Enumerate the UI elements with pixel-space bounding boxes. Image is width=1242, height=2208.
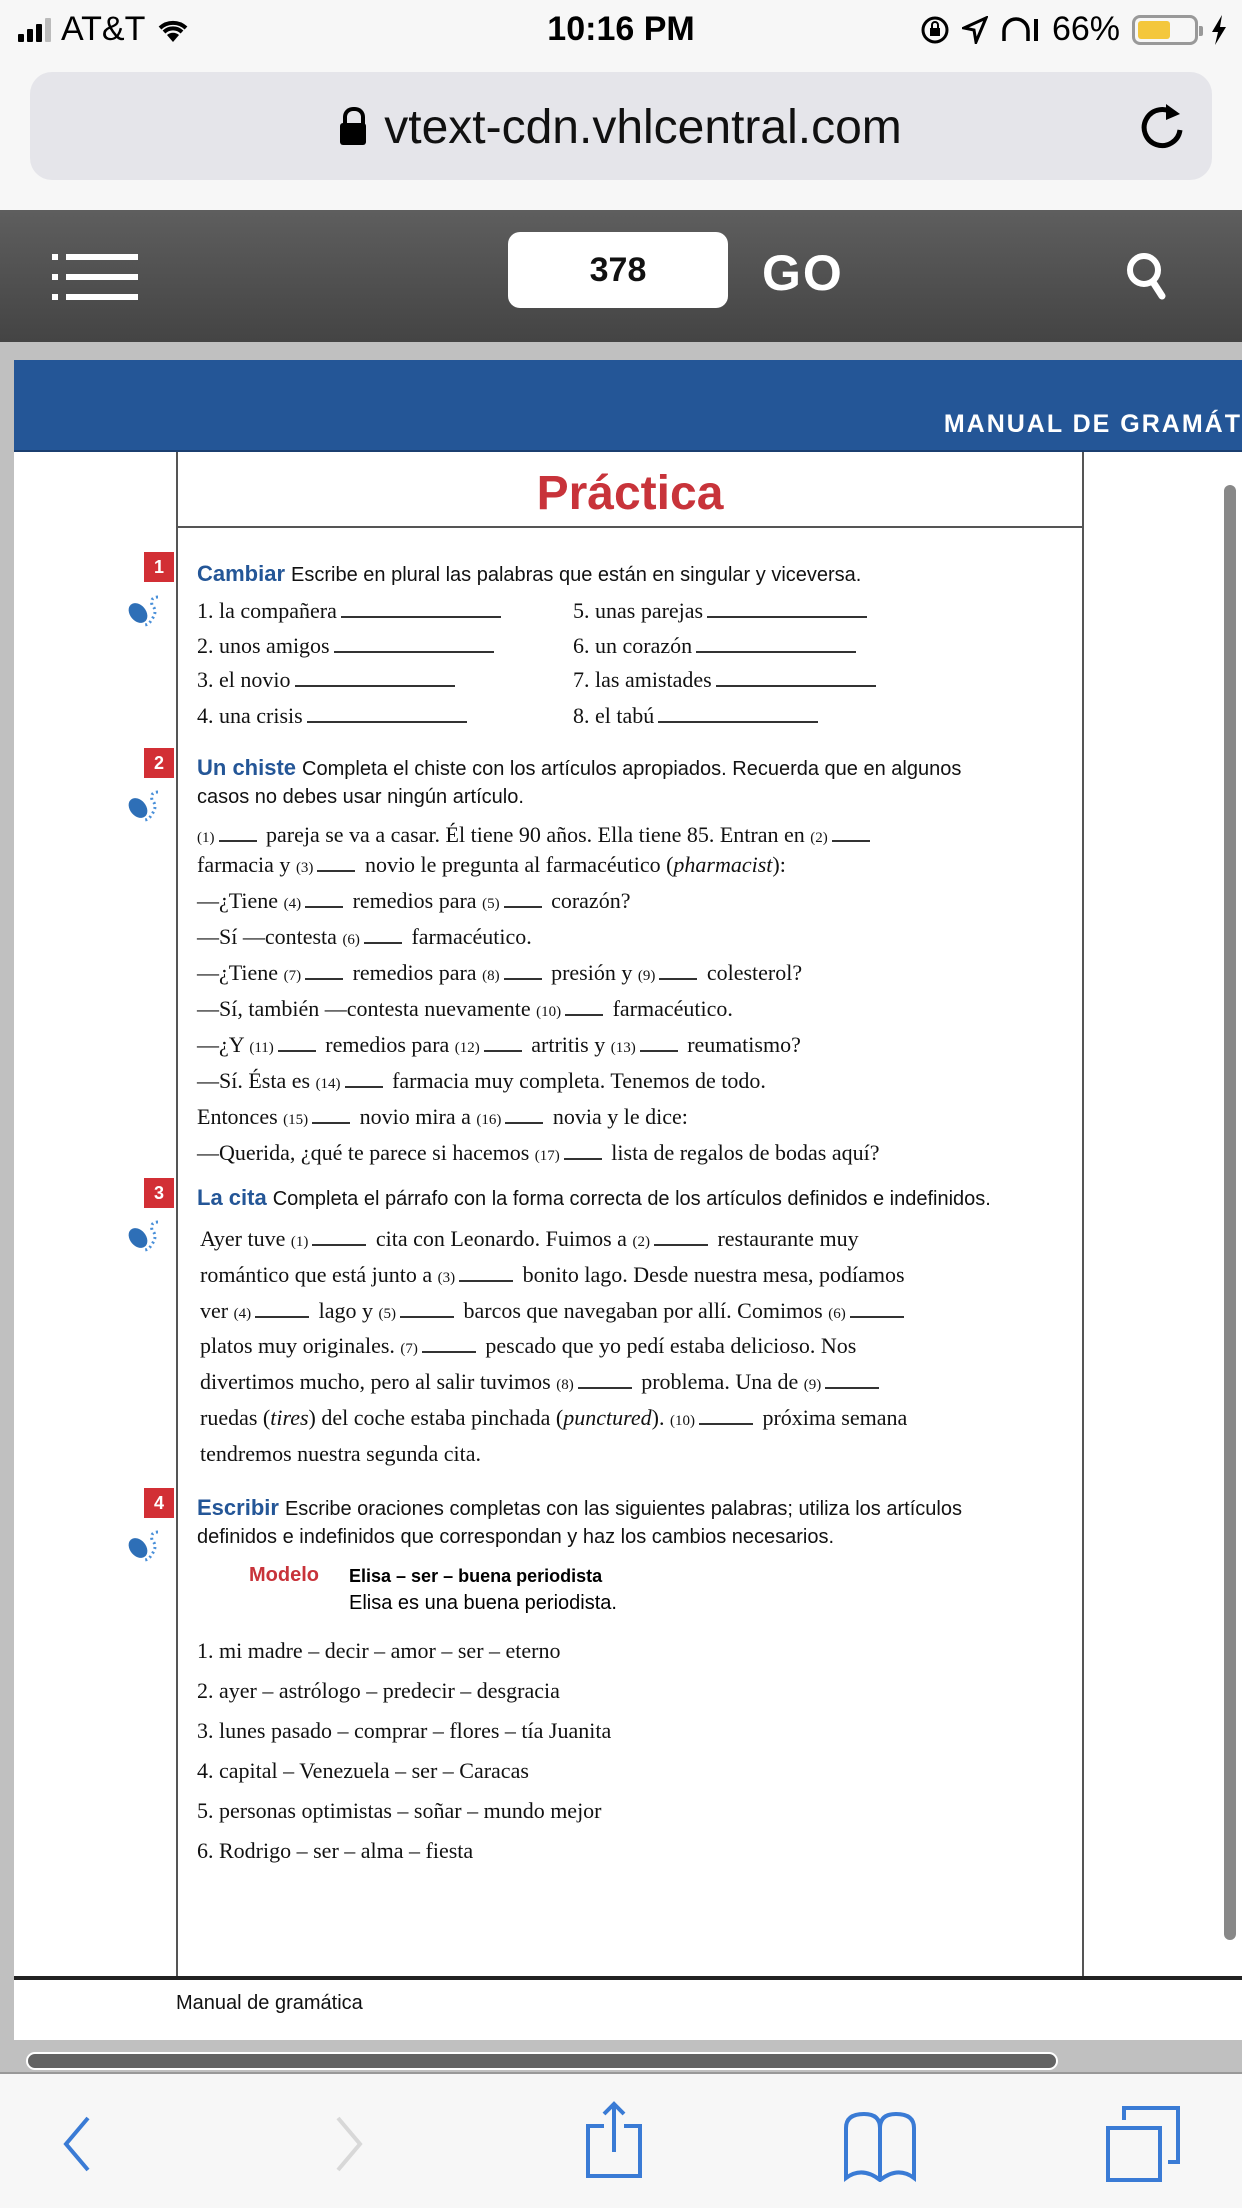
ebook-toolbar xyxy=(0,210,1242,342)
answer-blank[interactable] xyxy=(565,1014,603,1016)
text-line: ver (4) lago y (5) barcos que navegaban por allí. Comimos (6) xyxy=(200,1298,908,1324)
list-item: 8. el tabú xyxy=(573,703,818,729)
battery-percent: 66% xyxy=(1051,10,1120,48)
table-of-contents-icon[interactable] xyxy=(52,252,138,302)
answer-blank[interactable] xyxy=(341,616,501,618)
answer-blank[interactable] xyxy=(699,1423,753,1425)
modelo-answer: Elisa es una buena periodista. xyxy=(349,1592,617,1614)
list-item: 2. unos amigos xyxy=(197,633,494,659)
text-line: ruedas (tires) del coche estaba pinchada (punctured). (10) próxima semana xyxy=(200,1405,908,1430)
answer-blank[interactable] xyxy=(364,942,402,944)
answer-blank[interactable] xyxy=(578,1387,632,1389)
answer-blank[interactable] xyxy=(640,1050,678,1052)
list-item: 6. un corazón xyxy=(573,633,856,659)
answer-blank[interactable] xyxy=(312,1122,350,1124)
textbook-page xyxy=(14,360,1242,2040)
list-item: 1. mi madre – decir – amor – ser – eterno xyxy=(197,1638,561,1663)
page-number-input[interactable]: 378 xyxy=(508,232,728,308)
answer-blank[interactable] xyxy=(484,1050,522,1052)
exercise-4-heading: Escribir Escribe oraciones completas con las siguientes palabras; utiliza los artículos definidos e indefinidos que correspondan y haz los cambios necesarios. xyxy=(197,1495,962,1548)
exercise-1-heading xyxy=(197,560,1057,589)
horizontal-scrollbar[interactable] xyxy=(26,2052,1058,2070)
answer-blank[interactable] xyxy=(564,1158,602,1160)
url-text[interactable]: vtext-cdn.vhlcentral.com xyxy=(384,101,902,154)
answer-blank[interactable] xyxy=(334,651,494,653)
orientation-lock-icon xyxy=(920,15,950,45)
charging-bolt-icon xyxy=(1210,15,1228,45)
answer-blank[interactable] xyxy=(654,1244,708,1246)
answer-blank[interactable] xyxy=(278,1050,316,1052)
battery-icon xyxy=(1132,15,1198,45)
answer-blank[interactable] xyxy=(317,870,355,872)
list-item: 6. Rodrigo – ser – alma – fiesta xyxy=(197,1838,474,1863)
answer-blank[interactable] xyxy=(716,685,876,687)
page-footer: Manual de gramática xyxy=(176,1992,363,2014)
list-item: 2. ayer – astrólogo – predecir – desgracia xyxy=(197,1678,560,1703)
browser-bottom-toolbar xyxy=(0,2074,1242,2208)
answer-blank[interactable] xyxy=(307,721,467,723)
answer-blank[interactable] xyxy=(255,1316,309,1318)
text-line: divertimos mucho, pero al salir tuvimos (8) problema. Una de (9) xyxy=(200,1369,883,1395)
text-line: Entonces (15) novio mira a (16) novia y le dice: xyxy=(197,1104,688,1129)
text-line: farmacia y (3) novio le pregunta al farmacéutico (pharmacist): xyxy=(197,852,786,877)
answer-blank[interactable] xyxy=(825,1387,879,1389)
vertical-scrollbar[interactable] xyxy=(1224,485,1236,1940)
exercise-title: La cita xyxy=(197,1185,267,1210)
list-item: 1. la compañera xyxy=(197,598,501,624)
banner-title: MANUAL DE GRAMÁT xyxy=(943,410,1242,438)
answer-blank[interactable] xyxy=(707,616,867,618)
status-bar xyxy=(0,0,1242,62)
answer-blank[interactable] xyxy=(400,1316,454,1318)
answer-blank[interactable] xyxy=(504,906,542,908)
tabs-icon[interactable] xyxy=(1104,2104,1184,2184)
share-icon[interactable] xyxy=(582,2100,646,2180)
footer-rule xyxy=(14,1976,1242,1980)
answer-blank[interactable] xyxy=(505,1122,543,1124)
text-line: —¿Y (11) remedios para (12) artritis y (13) reumatismo? xyxy=(197,1032,801,1057)
exercise-number-badge: 2 xyxy=(144,748,174,778)
list-item: 7. las amistades xyxy=(573,667,876,693)
lock-icon xyxy=(340,123,366,145)
answer-blank[interactable] xyxy=(850,1316,904,1318)
clock: 10:16 PM xyxy=(547,10,695,48)
answer-blank[interactable] xyxy=(422,1351,476,1353)
go-button[interactable]: GO xyxy=(762,245,844,301)
answer-blank[interactable] xyxy=(459,1280,513,1282)
carrier-label: AT&T xyxy=(61,10,146,48)
bookmarks-icon[interactable] xyxy=(840,2110,920,2182)
exercise-number-badge: 3 xyxy=(144,1178,174,1208)
text-line: Ayer tuve (1) cita con Leonardo. Fuimos a (2) restaurante muy xyxy=(200,1226,859,1251)
text-line: —¿Tiene (4) remedios para (5) corazón? xyxy=(197,888,631,913)
list-item: 4. capital – Venezuela – ser – Caracas xyxy=(197,1758,529,1783)
answer-blank[interactable] xyxy=(312,1244,366,1246)
interactive-activity-icon[interactable] xyxy=(124,593,172,629)
answer-blank[interactable] xyxy=(696,651,856,653)
exercise-3-heading: La cita Completa el párrafo con la forma correcta de los artículos definidos e indefinidos. xyxy=(197,1185,991,1210)
forward-icon[interactable] xyxy=(330,2114,370,2174)
answer-blank[interactable] xyxy=(295,685,455,687)
exercise-title: Un chiste xyxy=(197,755,297,780)
interactive-activity-icon[interactable] xyxy=(124,788,172,824)
exercise-number-badge: 4 xyxy=(144,1488,174,1518)
exercise-title: Escribir xyxy=(197,1495,279,1520)
answer-blank[interactable] xyxy=(345,1086,383,1088)
interactive-activity-icon[interactable] xyxy=(124,1528,172,1564)
answer-blank[interactable] xyxy=(305,978,343,980)
text-line: tendremos nuestra segunda cita. xyxy=(200,1441,482,1466)
exercise-instructions: Escribe en plural las palabras que están en singular y viceversa. xyxy=(291,564,862,586)
location-icon xyxy=(962,16,988,44)
answer-blank[interactable] xyxy=(832,840,870,842)
text-line: —Querida, ¿qué te parece si hacemos (17) lista de regalos de bodas aquí? xyxy=(197,1140,880,1165)
answer-blank[interactable] xyxy=(659,978,697,980)
chapter-banner xyxy=(14,360,1242,452)
exercise-title: Cambiar xyxy=(197,561,286,586)
text-line: romántico que está junto a (3) bonito lago. Desde nuestra mesa, podíamos xyxy=(200,1262,905,1287)
text-line: —¿Tiene (7) remedios para (8) presión y (9) colesterol? xyxy=(197,960,803,985)
answer-blank[interactable] xyxy=(504,978,542,980)
search-icon[interactable] xyxy=(1126,250,1168,300)
reload-icon[interactable] xyxy=(1138,100,1186,152)
text-line: —Sí. Ésta es (14) farmacia muy completa. Tenemos de todo. xyxy=(197,1068,766,1093)
address-bar[interactable] xyxy=(30,72,1212,180)
answer-blank[interactable] xyxy=(658,721,818,723)
list-item: 3. lunes pasado – comprar – flores – tía Juanita xyxy=(197,1718,612,1743)
modelo-prompt: Elisa – ser – buena periodista xyxy=(349,1566,603,1586)
list-item: 4. una crisis xyxy=(197,703,467,729)
text-line: platos muy originales. (7) pescado que yo pedí estaba delicioso. Nos xyxy=(200,1333,857,1358)
answer-blank[interactable] xyxy=(219,840,257,842)
exercise-2-heading: Un chiste Completa el chiste con los artículos apropiados. Recuerda que en algunos casos no debes usar ningún artículo. xyxy=(197,755,962,808)
page-viewer[interactable] xyxy=(0,342,1242,2072)
list-item: 5. personas optimistas – soñar – mundo mejor xyxy=(197,1798,602,1823)
text-line: —Sí —contesta (6) farmacéutico. xyxy=(197,924,532,949)
back-icon[interactable] xyxy=(56,2114,96,2174)
text-line: —Sí, también —contesta nuevamente (10) farmacéutico. xyxy=(197,996,733,1021)
list-item: 3. el novio xyxy=(197,667,455,693)
answer-blank[interactable] xyxy=(305,906,343,908)
interactive-activity-icon[interactable] xyxy=(124,1218,172,1254)
exercise-number-badge: 1 xyxy=(144,552,174,582)
list-item: 5. unas parejas xyxy=(573,598,867,624)
section-title: Práctica xyxy=(178,452,1082,528)
text-line: (1) pareja se va a casar. Él tiene 90 años. Ella tiene 85. Entran en (2) xyxy=(197,822,874,848)
modelo-label: Modelo xyxy=(249,1564,319,1586)
headphones-icon xyxy=(1000,15,1040,45)
